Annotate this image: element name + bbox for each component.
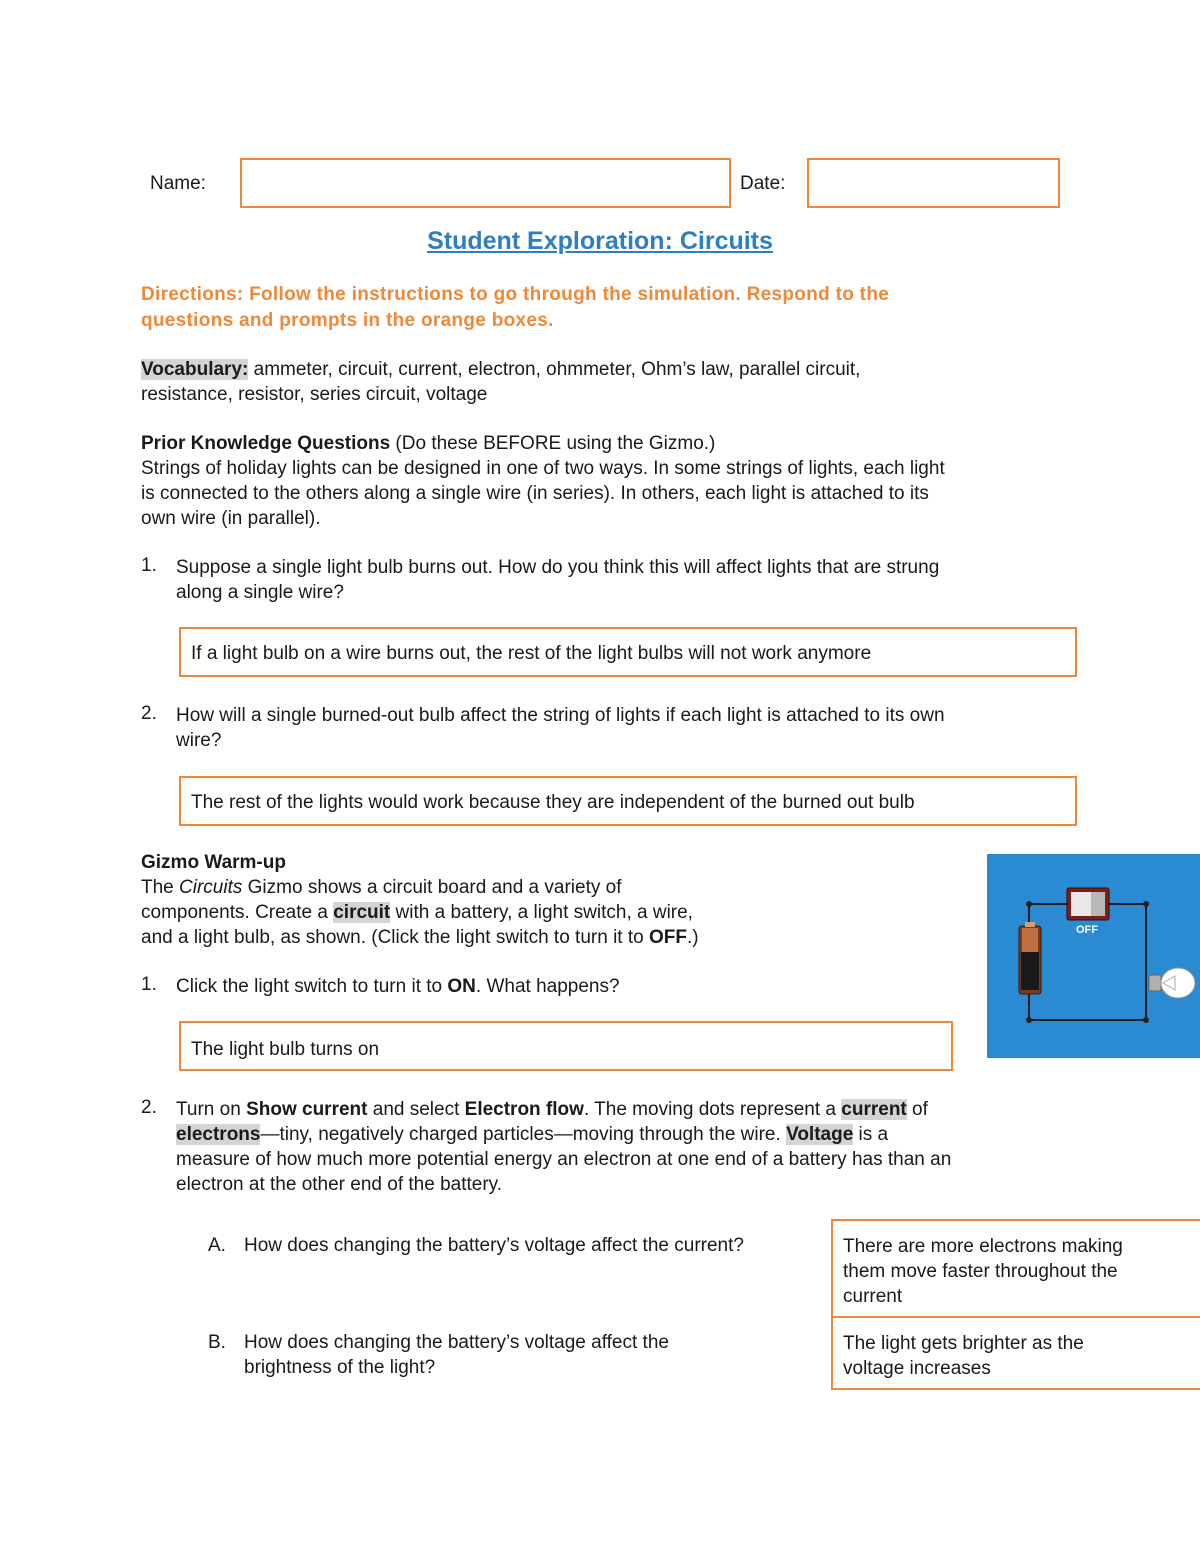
date-label: Date:: [740, 173, 786, 194]
answer-text: The light bulb turns on: [191, 1039, 380, 1060]
page-title: Student Exploration: Circuits: [427, 227, 773, 255]
question-text-part: is a: [853, 1124, 889, 1145]
answer-text: The light gets brighter as the: [843, 1333, 1084, 1354]
answer-text: them move faster throughout the: [843, 1261, 1118, 1282]
warmup-text: Gizmo shows a circuit board and a variety of: [242, 877, 622, 898]
answer-text: There are more electrons making: [843, 1236, 1123, 1257]
question-text: How will a single burned-out bulb affect the string of lights if each light is attached to its own: [176, 705, 945, 726]
wire-node: [1026, 901, 1032, 907]
name-field[interactable]: [240, 158, 731, 208]
answer-box[interactable]: [831, 1219, 1200, 1318]
subquestion-label: A.: [208, 1235, 226, 1256]
warmup-heading-text: Gizmo Warm-up: [141, 852, 286, 873]
vocab-highlight: circuit: [333, 902, 391, 923]
question-text: [176, 974, 620, 999]
prior-paragraph-line: own wire (in parallel).: [141, 508, 321, 529]
question-text-part: . What happens?: [475, 976, 620, 997]
subquestion-text: How does changing the battery’s voltage affect the: [244, 1332, 669, 1353]
warmup-line-2: [141, 900, 693, 925]
question-bold: Show current: [246, 1099, 368, 1120]
prior-paragraph-line: is connected to the others along a single wire (in series). In others, each light is attached to its: [141, 483, 929, 504]
question-text-part: Turn on: [176, 1099, 247, 1120]
question-text-part: and select: [367, 1099, 465, 1120]
vocab-highlight: electrons: [176, 1124, 261, 1145]
wire-node: [1026, 1017, 1032, 1023]
question-text: Suppose a single light bulb burns out. How do you think this will affect lights that are strung: [176, 557, 940, 578]
warmup-italic: Circuits: [179, 877, 243, 898]
directions-line-2: questions and prompts in the orange boxes.: [141, 310, 554, 331]
vocabulary-line-1: [141, 357, 860, 382]
answer-box[interactable]: [179, 1021, 953, 1071]
answer-text: The rest of the lights would work because they are independent of the burned out bulb: [191, 792, 915, 813]
warmup-text: components. Create a: [141, 902, 334, 923]
warmup-heading: [141, 850, 286, 875]
warmup-line-1: [141, 875, 621, 900]
answer-box[interactable]: [179, 627, 1077, 677]
answer-text: current: [843, 1286, 903, 1307]
question-text: along a single wire?: [176, 582, 344, 603]
question-text: wire?: [176, 730, 222, 751]
answer-box[interactable]: [831, 1316, 1200, 1390]
answer-box[interactable]: [179, 776, 1077, 826]
question-text: [176, 1097, 928, 1122]
prior-paragraph-line: Strings of holiday lights can be designed in one of two ways. In some strings of lights, each light: [141, 458, 945, 479]
prior-knowledge-heading: [141, 431, 715, 456]
name-label: Name:: [150, 173, 206, 194]
warmup-bold: OFF: [648, 927, 687, 948]
question-number: 2.: [141, 703, 157, 724]
directions-line-1: Directions: Follow the instructions to go through the simulation. Respond to the: [141, 284, 890, 305]
warmup-line-3: [141, 925, 699, 950]
question-text: [176, 1122, 888, 1147]
subquestion-text: How does changing the battery’s voltage affect the current?: [244, 1235, 744, 1256]
question-text-part: of: [906, 1099, 928, 1120]
warmup-text: and a light bulb, as shown. (Click the light switch to turn it to: [141, 927, 649, 948]
light-bulb-icon: [1149, 968, 1195, 998]
switch-label: OFF: [1076, 924, 1098, 936]
warmup-text: with a battery, a light switch, a wire,: [390, 902, 693, 923]
question-text-part: —tiny, negatively charged particles—moving through the wire.: [260, 1124, 787, 1145]
question-bold: Electron flow: [464, 1099, 584, 1120]
wire-node: [1143, 1017, 1149, 1023]
question-text-part: . The moving dots represent a: [583, 1099, 842, 1120]
vocab-highlight: Voltage: [786, 1124, 854, 1145]
wire-node: [1143, 901, 1149, 907]
date-field[interactable]: [807, 158, 1060, 208]
vocabulary-label: Vocabulary:: [141, 359, 249, 380]
question-bold: ON: [447, 976, 476, 997]
question-text: measure of how much more potential energy an electron at one end of a battery has than an: [176, 1149, 952, 1170]
prior-heading-note: (Do these BEFORE using the Gizmo.): [390, 433, 716, 454]
answer-text: voltage increases: [843, 1358, 991, 1379]
question-number: 1.: [141, 974, 157, 995]
circuit-image: [987, 854, 1200, 1058]
prior-heading-text: Prior Knowledge Questions: [141, 433, 391, 454]
question-text-part: Click the light switch to turn it to: [176, 976, 448, 997]
light-switch-icon: [1067, 888, 1109, 920]
circuit-wire: [1029, 904, 1146, 1020]
vocabulary-terms-1: ammeter, circuit, current, electron, ohmmeter, Ohm’s law, parallel circuit,: [248, 359, 861, 380]
question-number: 2.: [141, 1097, 157, 1118]
vocabulary-line-2: resistance, resistor, series circuit, voltage: [141, 384, 488, 405]
battery-icon: [1019, 922, 1041, 994]
circuit-diagram: [987, 854, 1200, 1058]
warmup-text: .): [686, 927, 699, 948]
vocab-highlight: current: [841, 1099, 907, 1120]
warmup-text: The: [141, 877, 180, 898]
question-text: electron at the other end of the battery.: [176, 1174, 503, 1195]
subquestion-text: brightness of the light?: [244, 1357, 436, 1378]
subquestion-label: B.: [208, 1332, 226, 1353]
answer-text: If a light bulb on a wire burns out, the rest of the light bulbs will not work anymore: [191, 643, 872, 664]
question-number: 1.: [141, 555, 157, 576]
